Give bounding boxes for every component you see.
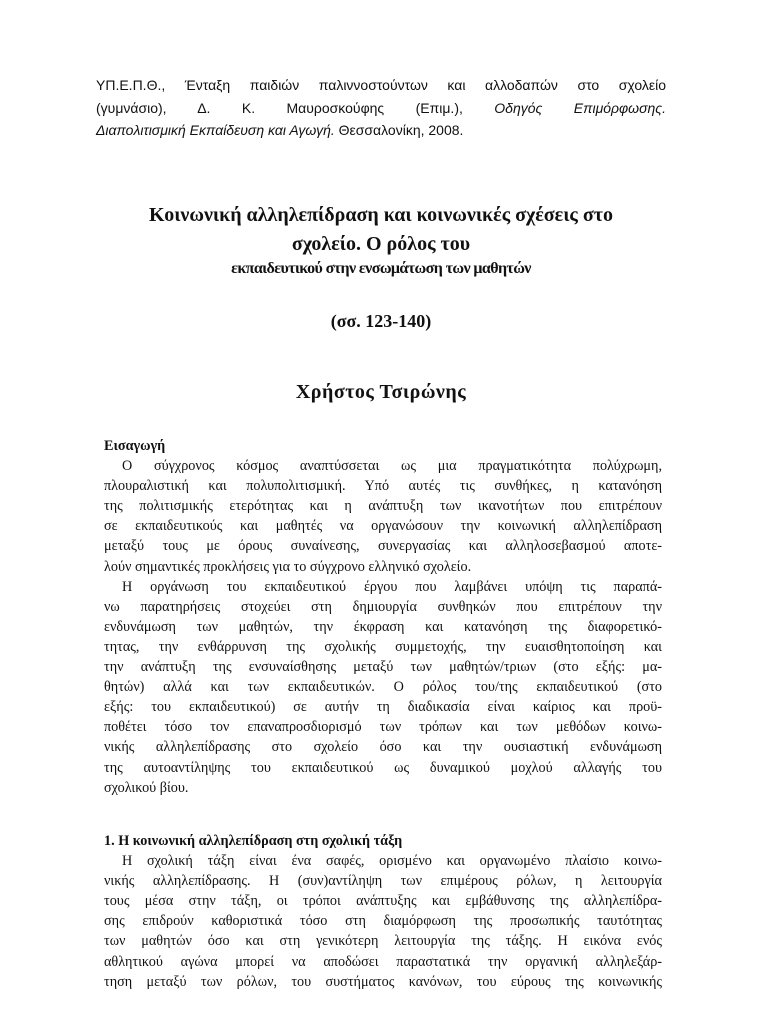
citation-place-year: Θεσσαλονίκη, 2008.	[338, 122, 464, 138]
chapter-title-line-2: σχολείο. Ο ρόλος του	[291, 233, 471, 255]
citation-line	[96, 97, 666, 120]
paragraph-line: Η σχολική τάξη είναι ένα σαφές, ορισμένο και οργανωμένο πλαίσιο κοινω-	[122, 853, 662, 870]
paragraph-line: Η οργάνωση του εκπαιδευτικού έργου που λαμβάνει υπόψη τις παραπά-	[122, 578, 662, 595]
paragraph-line: την ανάπτυξη της ενσυναίσθησης μεταξύ των μαθητών/τριων (στο εξής: μα-	[104, 659, 662, 676]
paragraph-line: ποθέτει τόσο τον επαναπροσδιορισμό των τρόπων και των μεθόδων κοινω-	[104, 719, 662, 736]
paragraph-line: της πολιτισμικής ετερότητας και η ανάπτυξη των ικανοτήτων που επιτρέπουν	[104, 498, 662, 515]
paragraph-line: θητών) αλλά και των εκπαιδευτικών. Ο ρόλος του/της εκπαιδευτικού (στο	[104, 679, 662, 696]
paragraph-line: ενδυνάμωση των μαθητών, την έκφραση και κατανόηση της διαφορετικό-	[104, 618, 662, 635]
paragraph-line: αθλητικού αγώνα μπορεί να αποδώσει παραστατικά την οργανική αλληλεξάρ-	[104, 953, 662, 970]
section-1	[104, 831, 662, 992]
paragraph-line: νικής αλληλεπίδρασης. Η (συν)αντίληψη των επιμέρους ρόλων, η λειτουργία	[104, 873, 662, 890]
section-1-heading: 1. Η κοινωνική αλληλεπίδραση στη σχολική τάξη	[104, 833, 403, 849]
paragraph-line: σε εκπαιδευτικούς και μαθητές να οργανώσουν την κοινωνική αλληλεπίδραση	[104, 518, 662, 535]
author-name: Χρήστος Τσιρώνης	[295, 381, 467, 403]
paragraph-line: λούν σημαντικές προκλήσεις για το σύγχρονο ελληνικό σχολείο.	[104, 558, 472, 575]
introduction-section	[104, 436, 662, 798]
citation-guide-title: Οδηγός Επιμόρφωσης.	[494, 99, 666, 116]
introduction-heading: Εισαγωγή	[104, 438, 166, 454]
citation	[96, 74, 666, 142]
paragraph-line: πλουραλιστική και πολυπολιτισμική. Υπό αυτές τις συνθήκες, η κατανόηση	[104, 478, 662, 495]
paragraph-line: νω παρατηρήσεις στοχεύει στη δημιουργία συνθηκών που επιτρέπουν την	[104, 598, 662, 615]
chapter-title-line-3: εκπαιδευτικού στην ενσωμάτωση των μαθητών	[231, 260, 531, 277]
paragraph-line: τηση μεταξύ των ρόλων, του συστήματος κανόνων, του εύρους της κοινωνικής	[104, 973, 662, 990]
paragraph-line: τητας, την ενθάρρυνση της σχολικής συμμετοχής, την ευαισθητοποίηση και	[104, 638, 662, 655]
paragraph-line: σχολικού βίου.	[104, 779, 189, 796]
citation-series-title: Διαπολιτισμική Εκπαίδευση και Αγωγή.	[96, 122, 335, 138]
paragraph-line: Ο σύγχρονος κόσμος αναπτύσσεται ως μια πραγματικότητα πολύχρωμη,	[122, 458, 662, 475]
paragraph-line: σης επιδρούν καθοριστικά τόσο στη διαμόρφωση της προσωπικής ταυτότητας	[104, 913, 662, 930]
paragraph-line: των μαθητών όσο και στη γενικότερη λειτουργία της τάξης. Η εικόνα ενός	[104, 933, 662, 950]
paragraph-line: νικής αλληλεπίδρασης στο σχολείο όσο και την ουσιαστική ενδυνάμωση	[104, 739, 662, 756]
citation-line: ΥΠ.Ε.Π.Θ., Ένταξη παιδιών παλιννοστούντων και αλλοδαπών στο σχολείο	[96, 77, 666, 93]
page-range: (σσ. 123-140)	[330, 311, 432, 331]
paragraph-line: της αυτοαντίληψης του εκπαιδευτικού ως δυναμικού μοχλού αλλαγής του	[104, 759, 662, 776]
chapter-title-line-1: Κοινωνική αλληλεπίδραση και κοινωνικές σχέσεις στο	[149, 204, 613, 226]
citation-line	[96, 119, 666, 142]
paragraph-line: μεταξύ τους με όρους συναίνεσης, συνεργασίας και αλληλοσεβασμού αποτε-	[104, 538, 662, 555]
citation-text: (γυμνάσιο), Δ. Κ. Μαυροσκούφης (Επιμ.),	[96, 99, 463, 116]
paragraph-line: τους μέσα στην τάξη, οι τρόποι ανάπτυξης και εμβάθυνσης της αλληλεπίδρα-	[104, 893, 662, 910]
paragraph-line: εξής: του εκπαιδευτικού) σε αυτήν τη διαδικασία είναι καίριος και προϋ-	[104, 699, 662, 716]
